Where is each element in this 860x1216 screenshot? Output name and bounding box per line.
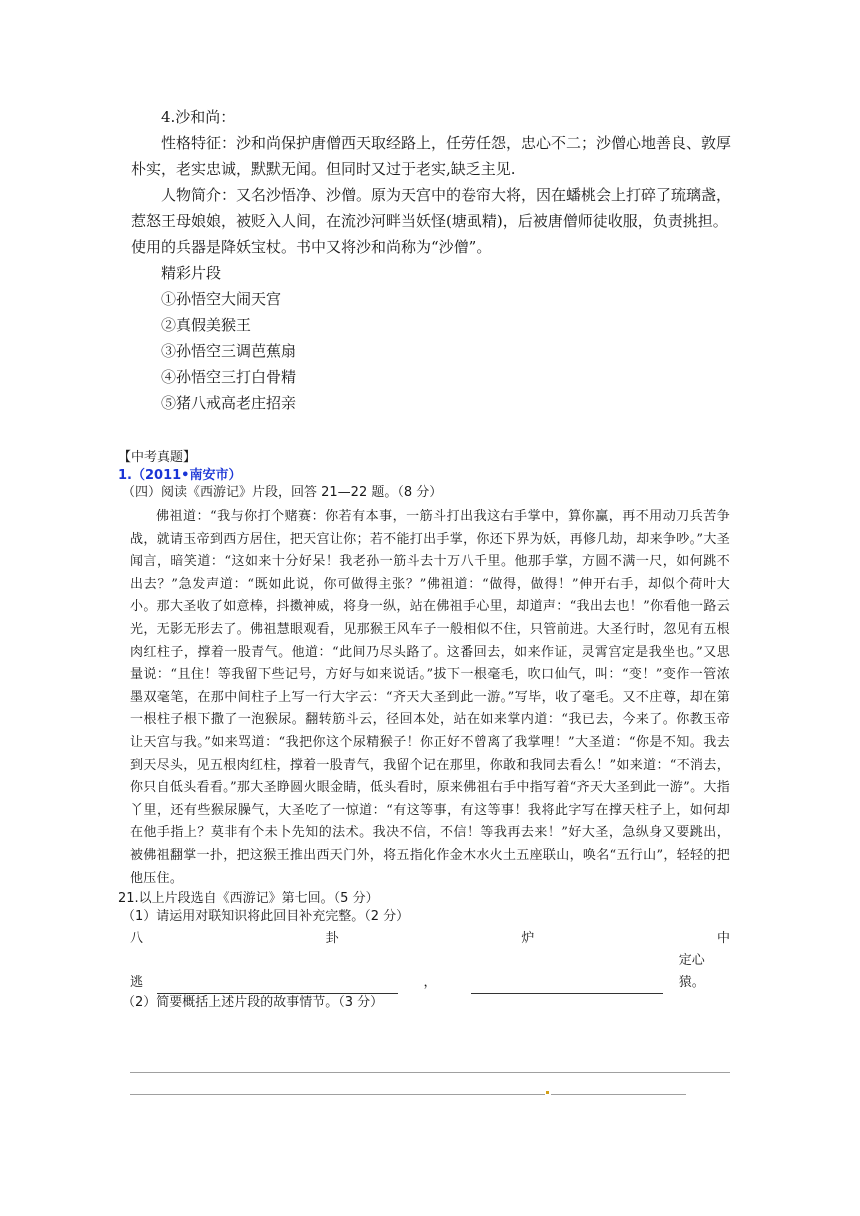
- couplet-char: 八: [130, 931, 144, 947]
- highlight-item: ①孙悟空大闹天宫: [161, 290, 282, 308]
- character-intro: 人物简介：又名沙悟净、沙僧。原为天宫中的卷帘大将，因在蟠桃会上打碎了琉璃盏，惹怒王母娘娘，被贬入人间，在流沙河畔当妖怪(塘虱精)，后被唐僧师徒收服，负责挑担。使用的兵器是降妖宝杖。书中又将沙和尚称为“沙僧”。: [131, 186, 732, 256]
- answer-blank-2[interactable]: [471, 979, 663, 994]
- couplet-line-1: [130, 928, 730, 950]
- question-intro: （四）阅读《西游记》片段，回答 21—22 题。（8 分）: [122, 485, 443, 500]
- question-21-2: （2）简要概括上述片段的故事情节。（3 分）: [122, 995, 384, 1011]
- exam-section: [118, 449, 730, 1012]
- couplet-line-2: [130, 950, 730, 994]
- question-21-1: （1）请运用对联知识将此回目补充完整。（2 分）: [122, 909, 410, 925]
- reading-passage: 佛祖道：“我与你打个赌赛：你若有本事，一筋斗打出我这右手掌中，算你赢，再不用动刀兵苦争战，就请玉帝到西方居住，把天宫让你；若不能打出手掌，你还下界为妖，再修几劫，却来争吵。”大圣闻言，暗笑道：“这如来十分好呆！我老孙一筋斗去十万八千里。他那手掌，方圆不满一尺，如何跳不出去？”急发声道：“既如此说，你可做得主张？”佛祖道：“做得，做得！”伸开右手，却似个荷叶大小。那大圣收了如意棒，抖擞神威，将身一纵，站在佛祖手心里，却道声：“我出去也！”你看他一路云光，无影无形去了。佛祖慧眼观看，见那猴王风车子一般相似不住，只管前进。大圣行时，忽见有五根肉红柱子，撑着一股青气。他道：“此间乃尽头路了。这番回去，如来作证，灵霄宫定是我坐也。”又思量说：“且住！等我留下些记号，方好与如来说话。”拔下一根毫毛，吹口仙气，叫：“变！”变作一管浓墨双毫笔，在那中间柱子上写一行大字云：“齐天大圣到此一游。”写毕，收了毫毛。又不庄尊，却在第一根柱子根下撒了一泡猴尿。翻转筋斗云，径回本处，站在如来掌内道：“我已去，今来了。你教玉帝让天宫与我。”如来骂道：“我把你这个尿精猴子！你正好不曾离了我掌哩！”大圣道：“你是不知。我去到天尽头，见五根肉红柱，撑着一股青气，我留个记在那里，你敢和我同去看么！”如来道：“不消去，你只自低头看看。”那大圣睁圆火眼金睛，低头看时，原来佛祖右手中指写着“齐天大圣到此一游”。大指丫里，还有些猴尿臊气，大圣吃了一惊道：“有这等事，有这等事！我将此字写在撑天柱子上，如何却在他手指上？莫非有个未卜先知的法术。我决不信，不信！等我再去来！”好大圣，急纵身又要跳出，被佛祖翻掌一扑，把这猴王推出西天门外，将五指化作金木水火土五座联山，唤名“五行山”，轻轻的把他压住。: [130, 509, 730, 886]
- marker-dot: [546, 1091, 549, 1094]
- answer-line: [130, 1072, 730, 1073]
- highlight-item: ③孙悟空三调芭蕉扇: [161, 342, 297, 360]
- question-source-link[interactable]: 1.（2011•南安市）: [118, 468, 242, 483]
- highlight-item: ④孙悟空三打白骨精: [161, 368, 297, 386]
- couplet-comma: ，: [423, 975, 437, 991]
- question-21: 21.以上片段选自《西游记》第七回。（5 分）: [118, 891, 379, 907]
- highlight-item: ⑤猪八戒高老庄招亲: [161, 394, 297, 412]
- highlight-item: ②真假美猴王: [161, 316, 252, 334]
- character-heading: 4.沙和尚：: [161, 108, 236, 126]
- couplet-char: 卦: [325, 931, 339, 947]
- couplet-char: 中: [716, 931, 730, 947]
- exam-heading: 【中考真题】: [118, 450, 197, 465]
- couplet-start: 逃: [130, 975, 144, 991]
- answer-line: [130, 1094, 545, 1095]
- highlights-title: 精彩片段: [161, 264, 222, 282]
- answer-line: [551, 1094, 686, 1095]
- couplet-char: 炉: [521, 931, 535, 947]
- couplet-end: 定心猿。: [678, 953, 705, 991]
- character-traits: 性格特征：沙和尚保护唐僧西天取经路上，任劳任怨，忠心不二；沙僧心地善良、敦厚朴实，老实忠诚，默默无闻。但同时又过于老实,缺乏主见.: [131, 134, 732, 178]
- character-section: [131, 104, 731, 416]
- answer-blank-1[interactable]: [157, 979, 398, 994]
